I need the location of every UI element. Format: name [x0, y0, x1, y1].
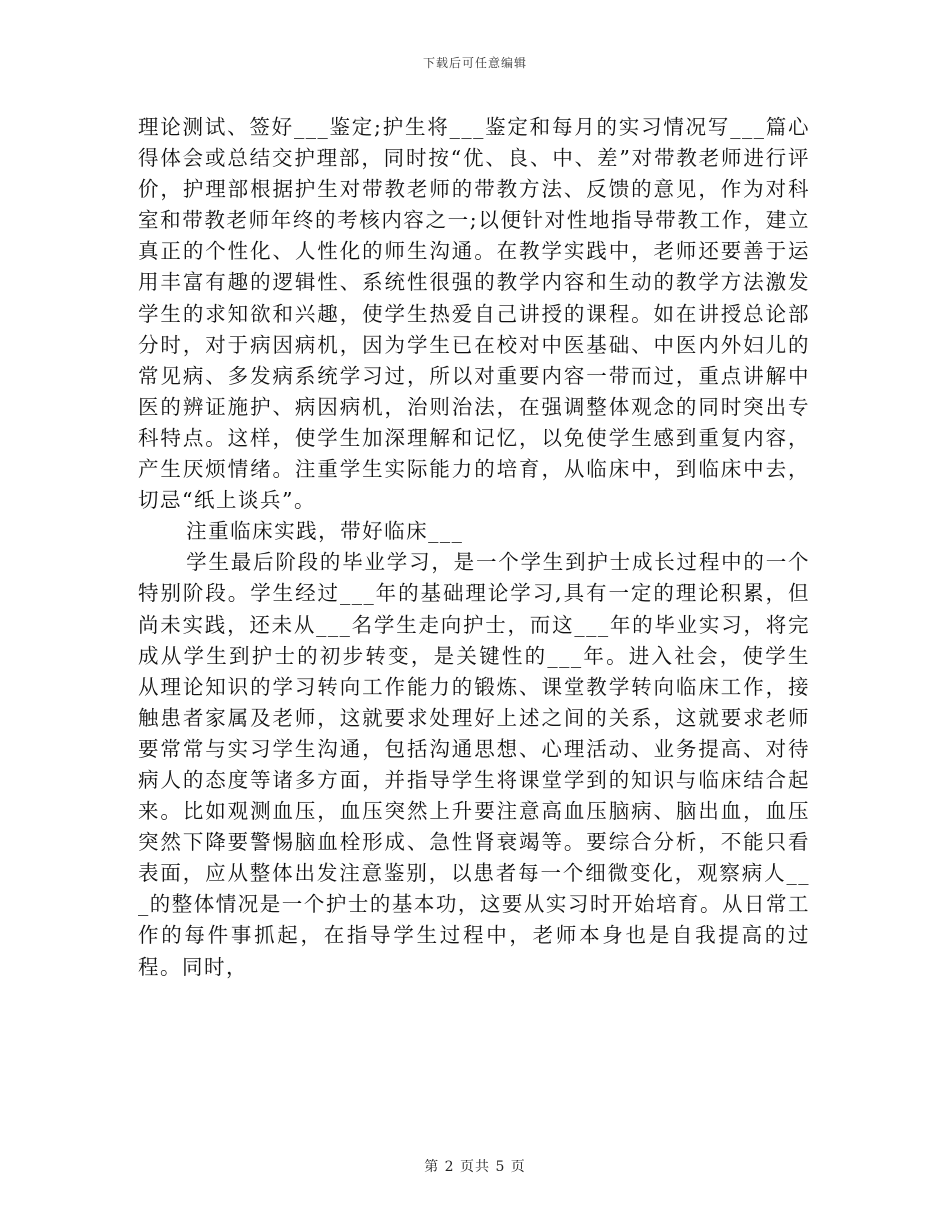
section-heading: 注重临床实践，带好临床___: [186, 519, 464, 544]
paragraph-continuation: 理论测试、签好___鉴定;护生将___鉴定和每月的实习情况写___篇心得体会或总结交护理部，同时按“优、良、中、差”对带教老师进行评价，护理部根据护生对带教老师的带教方法、反馈的意见，作为对科室和带教老师年终的考核内容之一;以便针对性地指导带教工作，建立真正的个性化、人性化的师生沟通。在教学实践中，老师还要善于运用丰富有趣的逻辑性、系统性很强的教学内容和生动的教学方法激发学生的求知欲和兴趣，使学生热爱自己讲授的课程。如在讲授总论部分时，对于病因病机，因为学生已在校对中医基础、中医内外妇儿的常见病、多发病系统学习过，所以对重要内容一带而过，重点讲解中医的辨证施护、病因病机，治则治法，在强调整体观念的同时突出专科特点。这样，使学生加深理解和记忆，以免使学生感到重复内容，产生厌烦情绪。注重学生实际能力的培育，从临床中，到临床中去，切忌“纸上谈兵”。: [138, 115, 810, 513]
document-body: [138, 112, 810, 983]
paragraph-clinical-practice: 学生最后阶段的毕业学习，是一个学生到护士成长过程中的一个特别阶段。学生经过___年的基础理论学习,具有一定的理论积累，但尚未实践，还未从___名学生走向护士，而这___年的毕业实习，将完成从学生到护士的初步转变，是关键性的___年。进入社会，使学生从理论知识的学习转向工作能力的锻炼、课堂教学转向临床工作，接触患者家属及老师，这就要求处理好上述之间的关系，这就要求老师要常常与实习学生沟通，包括沟通思想、心理活动、业务提高、对待病人的态度等诸多方面，并指导学生将课堂学到的知识与临床结合起来。比如观测血压，血压突然上升要注意高血压脑病、脑出血，血压突然下降要警惕脑血栓形成、急性肾衰竭等。要综合分析，不能只看表面，应从整体出发注意鉴别，以患者每一个细微变化，观察病人___的整体情况是一个护士的基本功，这要从实习时开始培育。从日常工作的每件事抓起，在指导学生过程中，老师本身也是自我提高的过程。同时，: [138, 550, 810, 979]
page-header: 下载后可任意编辑: [422, 56, 527, 70]
page-number-footer: 第 2 页共 5 页: [424, 1159, 526, 1175]
